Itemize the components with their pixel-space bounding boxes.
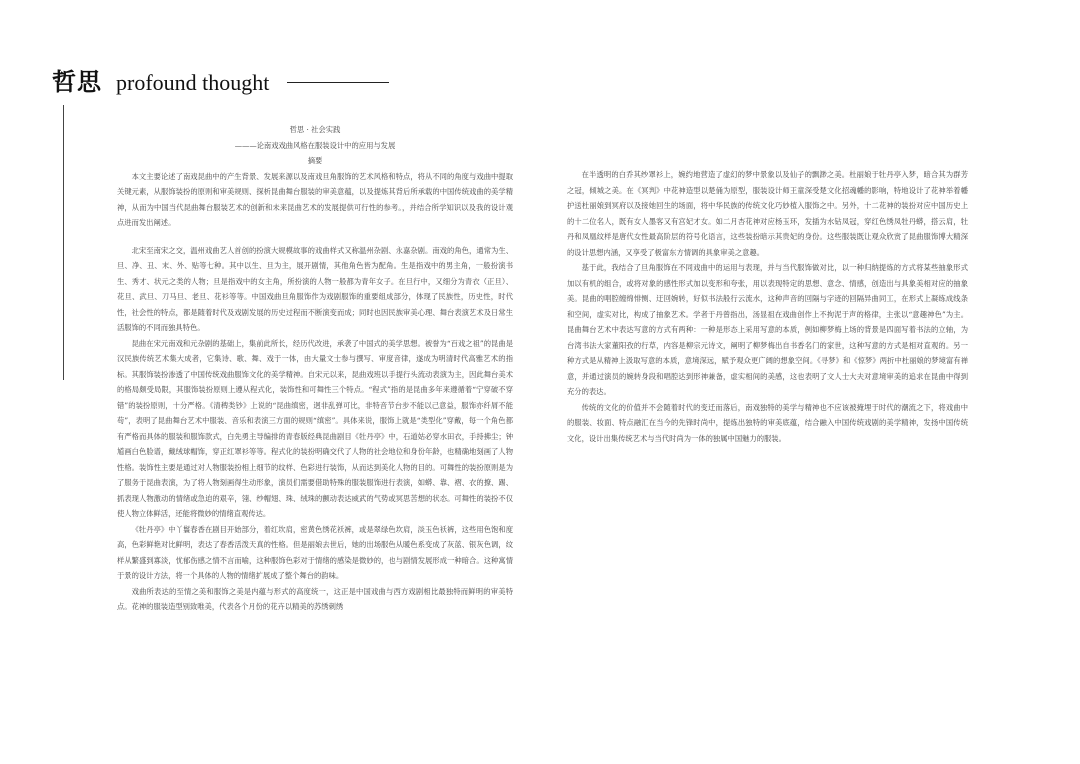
body-paragraph: 《牡丹亭》中丫鬟春香在剧目开始部分，着红坎肩，密黄色绣花袄裤，或是翠绿色坎肩，淡玉色袄裤，这些用色饱和度高，色彩鲜艳对比鲜明，表达了春香活泼天真的性格。但是丽娘去世后，她的出场服色从暖色系变成了灰蓝、银灰色调，纹样从繁盛到寡淡，忧郁伤感之情不言而喻，这种服饰色彩对于情绪的感染是微妙的，也与剧情发展形成一种暗合。这种寓情于景的设计方法，将一个具体的人物的情绪扩展成了整个舞台的韵味。 — [117, 524, 513, 580]
header-title-en: profound thought — [116, 70, 270, 95]
body-paragraph: 基于此，我结合了旦角服饰在不同戏曲中的运用与表现，并与当代服饰做对比，以一种归纳提炼的方式将某些抽象形式加以有机的组合，或将对象的感性形式加以变形和夸张，用以表现特定的思想、意念、情感，创造出与具象美相对应的抽象美。昆曲的唱腔缠绵悱恻、迂回婉转，好似书法般行云流水，这种声音的回隔与字迹的回隔异曲同工，在形式上凝练成线条和空间，虚实对比，构成了抽象艺术。学者于丹曾指出，汤显祖在戏曲创作上不拘泥于声的格律，主张以“意趣神色”为主。昆曲舞台艺术中表达写意的方式有两种：一种是形态上采用写意的本质，例如柳梦梅上场的背景是四面写着书法的立轴，为台湾书法大家董阳孜的行草，内容是柳宗元诗文，阐明了柳梦梅出自书香名门的家世，这种写意的方式是相对直观的。另一种方式是从精神上汲取写意的本质，意境深远，赋予观众更广阔的想象空间。《寻梦》和《惊梦》两折中杜丽娘的梦境富有禅意，并通过演员的婉转身段和唱腔达到形神兼备，虚实相间的美感，这也表明了文人士大夫对意境审美的追求在昆曲中得到充分的表达。 — [567, 263, 968, 396]
header-rule — [287, 82, 389, 83]
right-column — [567, 167, 968, 446]
page-header — [52, 62, 389, 97]
article-subtitle: ———论南戏戏曲风格在服装设计中的应用与发展 — [234, 140, 396, 150]
body-paragraph: 在半透明的白乔其纱罩衫上，婉约地营造了虚幻的梦中景象以及仙子的飘渺之美。杜丽娘于牡丹亭入梦，暗合其为群芳之冠，倾城之美。在《冥判》中花神造型以楚俑为原型，服装设计师王童深受楚文化招魂幡的影响，特地设计了花神举着幡护送杜丽娘到冥府以及接她回生的场面，将中华民族的传统文化巧妙植入服饰之中。另外，十二花神的装扮对应中国历史上的十二位名人，既有女人墨客又有宫妃才女。如二月杏花神对应杨玉环，发插为水钻凤冠，穿红色绣凤牡丹蟒，搭云肩，牡丹和凤凰纹样是唐代女性最高阶层的符号化语言，这些装扮暗示其贵妃的身份。这些服装既让观众欣赏了昆曲服饰博大精深的设计思想内涵，又享受了极富东方情调的具象审美之意趣。 — [567, 170, 968, 257]
article-category: 哲思 · 社会实践 — [289, 125, 341, 134]
body-paragraph: 传统的文化的价值并不会随着时代的变迁而落后，南戏独特的美学与精神也不应该被掩埋于时代的潮流之下，将戏曲中的服装、妆面、特点融汇在当今的先锋时尚中，提炼出独特的审美底蕴，结合融入中国传统戏剧的美学精神，发扬中国传统文化，设计出集传统艺术与当代时尚为一体的独属中国魅力的服装。 — [567, 402, 968, 443]
paragraph-gap — [117, 231, 513, 243]
abstract-label: 摘要 — [307, 156, 323, 165]
abstract-text: 本文主要论述了南戏昆曲中的产生背景、发展来源以及南戏旦角服饰的艺术风格和特点，将从不同的角度与戏曲中提取关键元素，从服饰装扮的原则和审美规则、探析昆曲舞台服装的审美意蕴，以及提炼其背后所承载的中国传统戏曲的美学精神，从而为中国当代昆曲舞台服装艺术的创新和未来昆曲艺术的发展提供可行性的参考。，并结合所学知识以及我的设计观点进而发出阐述。 — [117, 171, 513, 227]
body-paragraph: 昆曲在宋元南戏和元杂剧的基础上，集前此所长，经历代改进，承袭了中国式的美学思想。被誉为“百戏之祖”的昆曲是汉民族传统艺术集大成者，它集诗、歌、舞、戏于一体，由大量文士参与撰写、审度音律，遂成为明清时代高雅艺术的指标。其服饰装扮渗透了中国传统戏曲服饰文化的美学精神。自宋元以来，昆曲戏班以手提行头流动表演为主，因此舞台美术的格局颇受局限，其服饰装扮原则上遵从程式化，装饰性和可舞性三个特点。“程式”指的是昆曲多年来遵循着“宁穿破不穿错”的装扮原则，十分严格。《清稗类钞》上说的“昆曲缜密，迥非乱弹可比，非特音节台步不能以己意益，服饰亦纤屑不能苟”，表明了昆曲舞台艺术中服装、音乐和表演三方面的规则“缜密”。具体来说，服饰上就是“类型化”穿戴，每一个角色都有严格而具体的服装和服饰款式，白先勇主导编排的青春版经典昆曲剧目《牡丹亭》中，石道姑必穿水田衣，手持拂尘；钟馗画白色脸谱，戴绒球帽饰，穿正红罩衫等等。程式化的装扮明确交代了人物的社会地位和身份年龄，也精确地刻画了人物性格。装饰性主要是通过对人物服装扮相上细节的纹样、色彩进行装饰，从而达到美化人物的目的。可舞性的装扮原则是为了服务于昆曲表演，为了将人物刻画得生动形象，演员们需要借助特殊的服装服饰进行表演，如蟒、靠、褶、衣的撩、踢、抓表现人物激动的情绪或急迫的艰辛，翎、纱帽翅、珠、绒珠的颤动表达威武的气势或冥思苦想的状态。可舞性的装扮不仅使人物立体鲜活，还能将微妙的情绪直观传达。 — [117, 338, 513, 518]
margin-vertical-rule — [63, 105, 64, 380]
body-paragraph: 北宋至南宋之交，温州戏曲艺人首创的扮演大规模故事的戏曲样式又称温州杂剧、永嘉杂剧。南戏的角色，通常为生、旦、净、丑、末、外、贴等七种。其中以生、旦为主，展开剧情，其他角色皆为配角。生是指戏中的男主角，一般扮演书生、秀才、状元之类的人物；旦是指戏中的女主角，所扮演的人物一般都为青年女子。在旦行中，又细分为青衣（正旦）、花旦、武旦、刀马旦、老旦、花衫等等。中国戏曲旦角服饰作为戏剧服饰的重要组成部分，体现了民族性，历史性，时代性，社会性的特点，都是随着时代及戏剧发展的历史过程而不断演变而成；同时也因民族审美心理、舞台表演艺术及日常生活服饰的不同而独具特色。 — [117, 245, 513, 332]
left-column — [117, 122, 513, 615]
body-paragraph: 戏曲所表达的至情之美和服饰之美是内蕴与形式的高度统一，这正是中国戏曲与西方戏剧相比最独特而鲜明的审美特点。花神的服装造型别致唯美，代表各个月份的花卉以精美的苏绣刺绣 — [117, 586, 513, 611]
header-title-zh: 哲思 — [52, 67, 102, 96]
